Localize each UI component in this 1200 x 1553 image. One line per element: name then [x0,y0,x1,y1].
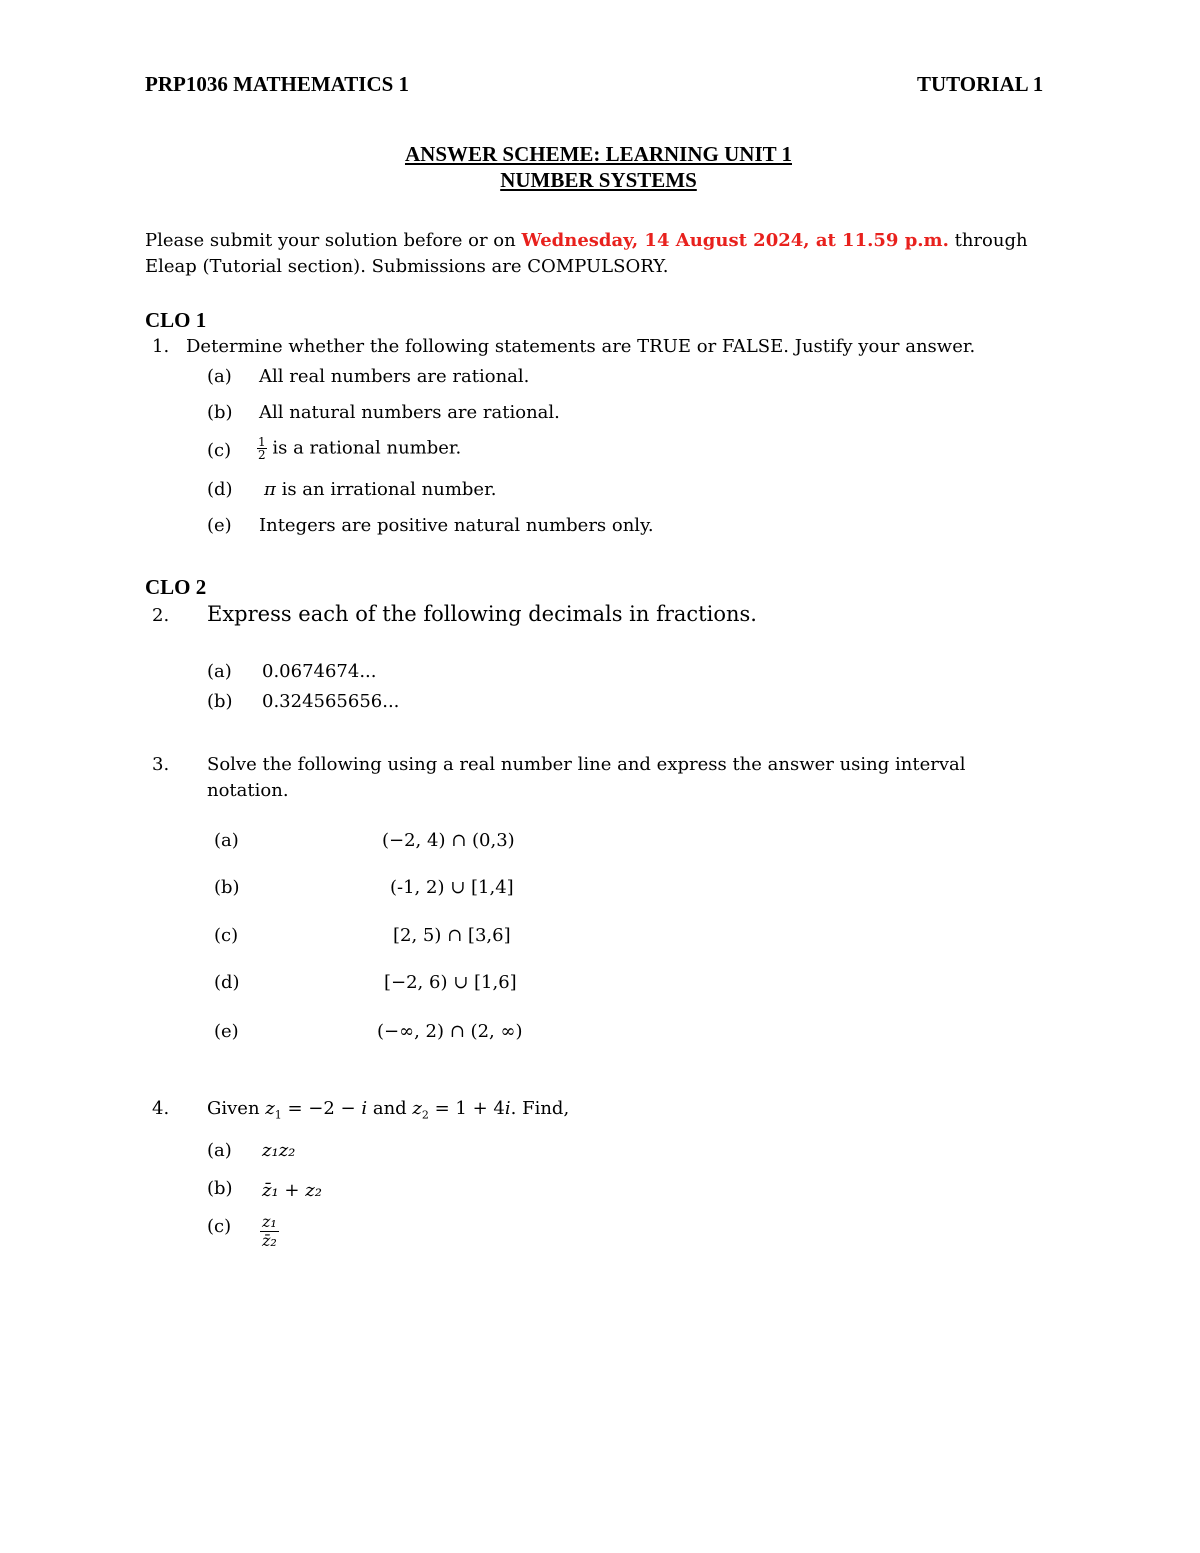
q3e-expression: (−∞, 2) ∩ (2, ∞) [377,1021,523,1042]
tutorial-label: TUTORIAL 1 [917,72,1044,96]
q3-number: 3. [152,754,170,775]
q3-text-line-2: notation. [207,780,289,801]
q4b-label: (b) [207,1178,233,1199]
fraction-denominator: 2 [258,448,266,462]
z1-imaginary-unit: i [361,1098,368,1119]
q1a-label: (a) [207,366,232,387]
q3c-label: (c) [214,925,239,946]
q3b-expression: (-1, 2) ∪ [1,4] [390,877,514,898]
q2b-label: (b) [207,691,233,712]
document-subtitle: NUMBER SYSTEMS [500,168,697,192]
q4-given: Given [207,1098,266,1119]
q3a-label: (a) [214,830,239,851]
z2-subscript: 2 [421,1108,429,1122]
q2b-text: 0.324565656... [262,691,400,712]
document-title: ANSWER SCHEME: LEARNING UNIT 1 [404,142,792,166]
q4c-fraction [260,1213,279,1250]
q1d-content [264,479,496,500]
q1-number: 1. [152,336,170,357]
q1d-label: (d) [207,479,233,500]
q3-text-line-1: Solve the following using a real number line and express the answer using interval [207,754,966,775]
z1-subscript: 1 [274,1108,282,1122]
q2-text: Express each of the following decimals in fractions. [207,602,757,626]
q4-and: and [367,1098,413,1119]
q1c-content [257,436,461,461]
q2a-text: 0.0674674... [262,661,377,682]
q4c-denominator: z̄₂ [262,1231,277,1250]
q1b-text: All natural numbers are rational. [259,402,560,423]
q1e-label: (e) [207,515,232,536]
q1c-text: is a rational number. [266,437,462,459]
pi-symbol: π [264,479,276,500]
q1a-text: All real numbers are rational. [259,366,530,387]
submission-text-before: Please submit your solution before or on [145,230,522,251]
q4a-label: (a) [207,1140,232,1161]
z2-equation: = 1 + 4 [428,1098,505,1119]
submission-text-after: through [948,230,1028,251]
submission-deadline: Wednesday, 14 August 2024, at 11.59 p.m. [521,230,949,251]
q4c-label: (c) [207,1216,232,1237]
q1d-text: is an irrational number. [275,479,497,500]
q1e-text: Integers are positive natural numbers only. [259,515,654,536]
q1b-label: (b) [207,402,233,423]
clo1-heading: CLO 1 [145,308,207,332]
q4a-expression: z₁z₂ [262,1140,296,1161]
q3c-expression: [2, 5) ∩ [3,6] [393,925,511,946]
q2a-label: (a) [207,661,232,682]
q4-number: 4. [152,1098,170,1119]
submission-line-2: Eleap (Tutorial section). Submissions are COMPULSORY. [145,256,669,277]
q3e-label: (e) [214,1021,239,1042]
q4-find: . Find, [510,1098,570,1119]
q1-text: Determine whether the following statements are TRUE or FALSE. Justify your answer. [186,336,976,357]
q4c-numerator: z₁ [262,1212,277,1231]
q3d-expression: [−2, 6) ∪ [1,6] [384,972,517,993]
q4b-expression: z̄₁ + z₂ [262,1180,322,1201]
clo2-heading: CLO 2 [145,575,207,599]
q1c-label: (c) [207,440,232,461]
q3d-label: (d) [214,972,240,993]
z2-variable: z [412,1098,422,1119]
z1-variable: z [265,1098,275,1119]
z1-equation: = −2 − [281,1098,362,1119]
half-fraction [257,436,267,461]
q4-text [207,1098,569,1122]
submission-line-1 [145,230,1028,251]
course-title: PRP1036 MATHEMATICS 1 [145,72,410,96]
q3b-label: (b) [214,877,240,898]
q2-number: 2. [152,605,170,626]
q3a-expression: (−2, 4) ∩ (0,3) [382,830,515,851]
z2-imaginary-unit: i [504,1098,511,1119]
fraction-numerator: 1 [258,435,266,449]
